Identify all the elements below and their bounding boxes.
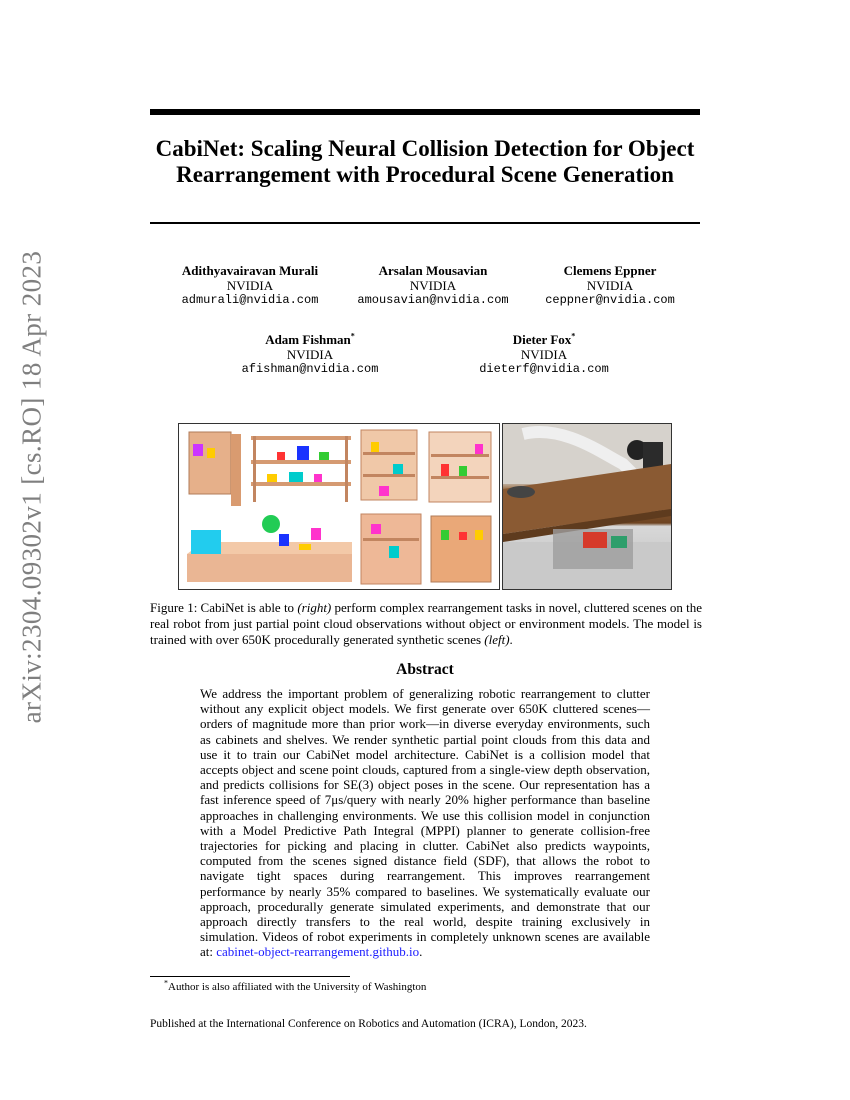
- author-email[interactable]: amousavian@nvidia.com: [357, 293, 509, 307]
- paper-title: CabiNet: Scaling Neural Collision Detection for Object Rearrangement with Procedural Scene Generation: [155, 136, 695, 187]
- footnote: *Author is also affiliated with the University of Washington: [164, 978, 427, 993]
- author-block-4: [220, 332, 400, 377]
- author-affiliation: NVIDIA: [409, 278, 457, 293]
- author-email[interactable]: afishman@nvidia.com: [241, 362, 379, 376]
- title-rule-bottom: [150, 222, 700, 224]
- author-name: Arsalan Mousavian: [378, 263, 488, 278]
- figure-synthetic-scenes: [178, 423, 500, 590]
- figure-real-robot: [502, 423, 672, 590]
- author-name: Adam Fishman*: [265, 331, 355, 347]
- author-name: Clemens Eppner: [563, 263, 657, 278]
- author-block-1: [160, 263, 340, 308]
- publication-note: Published at the International Conference on Robotics and Automation (ICRA), London, 2023.: [150, 1018, 587, 1030]
- author-affiliation: NVIDIA: [520, 347, 568, 362]
- footnote-mark: *: [164, 978, 168, 988]
- arxiv-stamp: [4, 250, 60, 724]
- synthetic-scenes-illustration: [179, 424, 499, 589]
- author-block-2: [343, 263, 523, 308]
- title-rule-top: [150, 109, 700, 115]
- arxiv-id: arXiv:2304.09302v1 [cs.RO] 18 Apr 2023: [16, 250, 47, 724]
- author-email[interactable]: ceppner@nvidia.com: [545, 293, 675, 307]
- abstract-body: We address the important problem of generalizing robotic rearrangement to clutter without any explicit object models. We first generate over 650K cluttered scenes—orders of magnitude more than prior work—in diverse everyday environments, such as cabinets and shelves. We render synthetic partial point clouds from this data and use it to train our CabiNet model architecture. CabiNet is a collision model that accepts object and scene point clouds, captured from a single-view depth observation, and predicts collisions for SE(3) object poses in the scene. Our representation has a fast inference speed of 7μs/query with nearly 20% higher performance than baseline approaches in challenging environments. We use this collision model in conjunction with a Model Predictive Path Integral (MPPI) planner to generate collision-free trajectories for picking and placing in clutter. CabiNet also predicts waypoints, computed from the scenes signed distance field (SDF), that allows the robot to navigate tight spaces during rearrangement. This improves rearrangement performance by nearly 35% compared to baselines. We systematically evaluate our approach, procedurally generate simulated experiments, and demonstrate that our approach directly transfers to the real world, despite training exclusively in simulation. Videos of robot experiments in completely unknown scenes are available at: cabinet-object-rearrangement.github.io.: [200, 686, 650, 960]
- real-robot-illustration: [503, 424, 671, 589]
- author-block-5: [454, 332, 634, 377]
- author-affiliation: NVIDIA: [586, 278, 634, 293]
- figure-caption: Figure 1: CabiNet is able to (right) perform complex rearrangement tasks in novel, cluttered scenes on the real robot from just partial point cloud observations without object or environment models. The model is trained with over 650K procedurally generated synthetic scenes (left).: [150, 600, 702, 647]
- abstract-heading: Abstract: [396, 661, 454, 678]
- author-affiliation: NVIDIA: [286, 347, 334, 362]
- author-email[interactable]: admurali@nvidia.com: [181, 293, 319, 307]
- author-footnote-mark: *: [350, 331, 355, 341]
- author-name: Dieter Fox*: [512, 331, 576, 347]
- author-email[interactable]: dieterf@nvidia.com: [479, 362, 609, 376]
- author-block-3: [520, 263, 700, 308]
- author-affiliation: NVIDIA: [226, 278, 274, 293]
- project-link[interactable]: cabinet-object-rearrangement.github.io: [216, 944, 420, 960]
- author-name: Adithyavairavan Murali: [181, 263, 319, 278]
- footnote-rule: [150, 976, 350, 977]
- author-footnote-mark: *: [571, 331, 576, 341]
